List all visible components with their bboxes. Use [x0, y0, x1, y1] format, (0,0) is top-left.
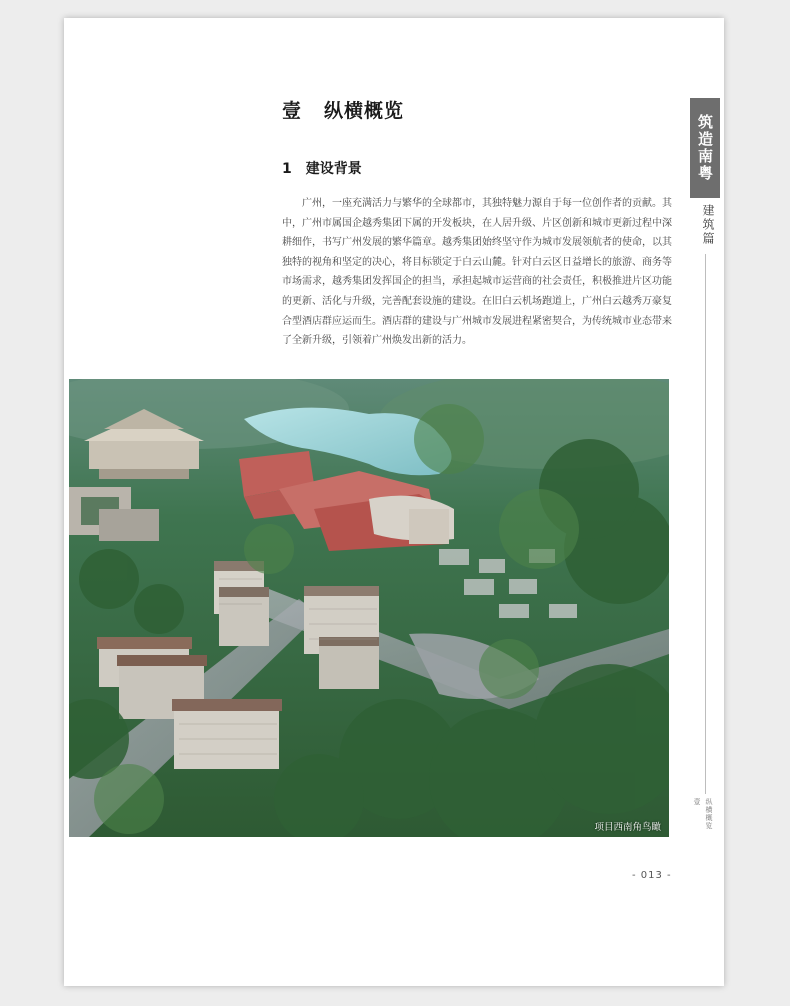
section-title — [282, 158, 362, 178]
body-paragraph: 广州，一座充满活力与繁华的全球都市，其独特魅力源自于每一位创作者的贡献。其中，广州市属国企越秀集团下属的开发板块，在人居升级、片区创新和城市更新过程中深耕细作，书写广州发展的繁华篇章。越秀集团始终坚守作为城市发展领航者的使命，以其独特的视角和坚定的决心，将目标锁定于白云山麓。针对白云区日益增长的旅游、商务等市场需求，越秀集团发挥国企的担当，承担起城市运营商的社会责任，积极推进片区功能的更新、活化与升级，完善配套设施的建设。在旧白云机场跑道上，广州白云越秀万豪复合型酒店群应运而生。酒店群的建设与广州城市发展进程紧密契合，为传统城市业态带来了全新升级，引领着广州焕发出新的活力。 — [282, 198, 672, 347]
sidebar-chapter-number: 壹 — [693, 798, 701, 806]
section-title-text: 建设背景 — [305, 161, 362, 177]
sidebar-label: 建筑篇 — [701, 204, 715, 246]
figure-caption: 项目西南角鸟瞰 — [594, 822, 661, 833]
chapter-title — [282, 96, 404, 123]
sidebar-chapter-title: 纵横概览 — [705, 798, 713, 830]
page-number: - 013 - — [632, 870, 672, 881]
sidebar-tab: 筑造南粤 — [690, 98, 720, 198]
section-number: 1 — [282, 161, 292, 177]
chapter-title-text: 纵横概览 — [324, 100, 405, 122]
chapter-number: 壹 — [282, 100, 303, 122]
aerial-rendering-image — [69, 379, 669, 837]
sidebar-rule — [705, 254, 706, 794]
book-page — [64, 18, 724, 986]
